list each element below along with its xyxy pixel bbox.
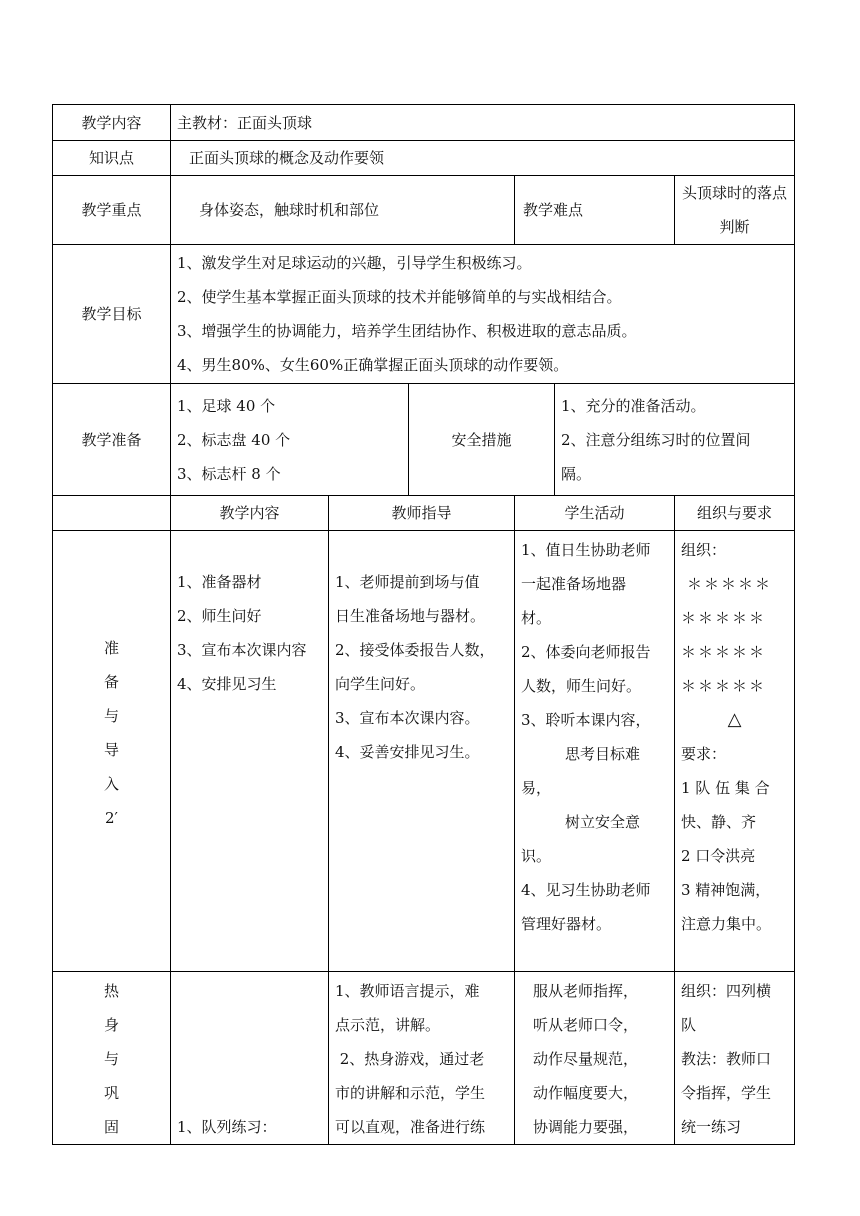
row-section-warmup-consolidate — [53, 972, 795, 1145]
row-prep — [53, 384, 795, 496]
knowledge-label: 知识点 — [53, 141, 171, 176]
prep-item: 3、标志杆 8 个 — [177, 464, 281, 483]
goal-item: 2、使学生基本掌握正面头顶球的技术并能够简单的与实战相结合。 — [177, 288, 622, 306]
row-goals — [53, 245, 795, 384]
goal-item: 1、激发学生对足球运动的兴趣，引导学生积极练习。 — [177, 254, 532, 272]
safety-item: 2、注意分组练习时的位置间 — [561, 430, 751, 449]
section2-teacher: 1、教师语言提示，难 点示范，讲解。 2、热身游戏，通过老 市的讲解和示范，学生 可以直观，准备进行练 — [329, 972, 515, 1145]
formation-stars: ＊＊＊＊＊ ＊＊＊＊＊ ＊＊＊＊＊ ＊＊＊＊＊ — [681, 575, 773, 695]
lesson-plan-table — [52, 104, 795, 1145]
safety-item: 1、充分的准备活动。 — [561, 396, 706, 415]
safety-label: 安全措施 — [409, 384, 555, 496]
key-value: 身体姿态，触球时机和部位 — [171, 176, 515, 245]
content-label: 教学内容 — [53, 105, 171, 141]
section2-content: 1、队列练习： — [171, 972, 329, 1145]
blank-header-cell — [53, 496, 171, 531]
section1-teacher: 1、老师提前到场与值 日生准备场地与器材。 2、接受体委报告人数， 向学生问好。 3、宣布本次课内容。 4、妥善安排见习生。 — [329, 531, 515, 972]
knowledge-value: 正面头顶球的概念及动作要领 — [171, 141, 795, 176]
section1-content: 1、准备器材 2、师生问好 3、宣布本次课内容 4、安排见习生 — [171, 531, 329, 972]
col-header-student: 学生活动 — [515, 496, 675, 531]
difficulty-label: 教学难点 — [515, 176, 675, 245]
teacher-position-triangle-icon: △ — [727, 709, 742, 730]
row-section-warmup-intro — [53, 531, 795, 972]
org-label: 组织： — [681, 541, 727, 559]
goal-item: 4、男生80%、女生60%正确掌握正面头顶球的动作要领。 — [177, 356, 569, 374]
key-label: 教学重点 — [53, 176, 171, 245]
row-knowledge — [53, 141, 795, 176]
row-key-points — [53, 176, 795, 245]
col-header-org: 组织与要求 — [675, 496, 795, 531]
content-value: 主教材：正面头顶球 — [171, 105, 795, 141]
prep-list — [171, 384, 409, 496]
goals-list — [171, 245, 795, 384]
goal-item: 3、增强学生的协调能力，培养学生团结协作、积极进取的意志品质。 — [177, 322, 637, 340]
section2-student: 服从老师指挥， 听从老师口令， 动作尽量规范， 动作幅度要大， 协调能力要强， — [515, 972, 675, 1145]
req-label: 要求： — [681, 745, 727, 763]
section2-title: 热 身 与 巩 固 — [53, 972, 171, 1145]
row-content — [53, 105, 795, 141]
col-header-teacher: 教师指导 — [329, 496, 515, 531]
prep-item: 2、标志盘 40 个 — [177, 430, 291, 449]
section1-student: 1、值日生协助老师 一起准备场地器 材。 2、体委向老师报告 人数，师生问好。 3、聆听本课内容， 思考目标难 易， 树立安全意 识。 4、见习生协助老师 管理好器材。 — [515, 531, 675, 972]
difficulty-value: 头顶球时的落点判断 — [675, 176, 795, 245]
row-column-headers — [53, 496, 795, 531]
col-header-content: 教学内容 — [171, 496, 329, 531]
section2-org: 组织：四列横 队 教法：教师口 令指挥，学生 统一练习 — [675, 972, 795, 1145]
section1-title: 准 备 与 导 入 2′ — [53, 531, 171, 972]
prep-item: 1、足球 40 个 — [177, 396, 276, 415]
prep-label: 教学准备 — [53, 384, 171, 496]
section1-org: 组织： ＊＊＊＊＊ ＊＊＊＊＊ ＊＊＊＊＊ ＊＊＊＊＊ △ 要求： 1 队 伍 集 合 快、静、齐 2 口令洪亮 3 精神饱满， 注意力集中。 — [675, 531, 795, 972]
goals-label: 教学目标 — [53, 245, 171, 384]
safety-list — [555, 384, 795, 496]
safety-item: 隔。 — [561, 464, 592, 483]
